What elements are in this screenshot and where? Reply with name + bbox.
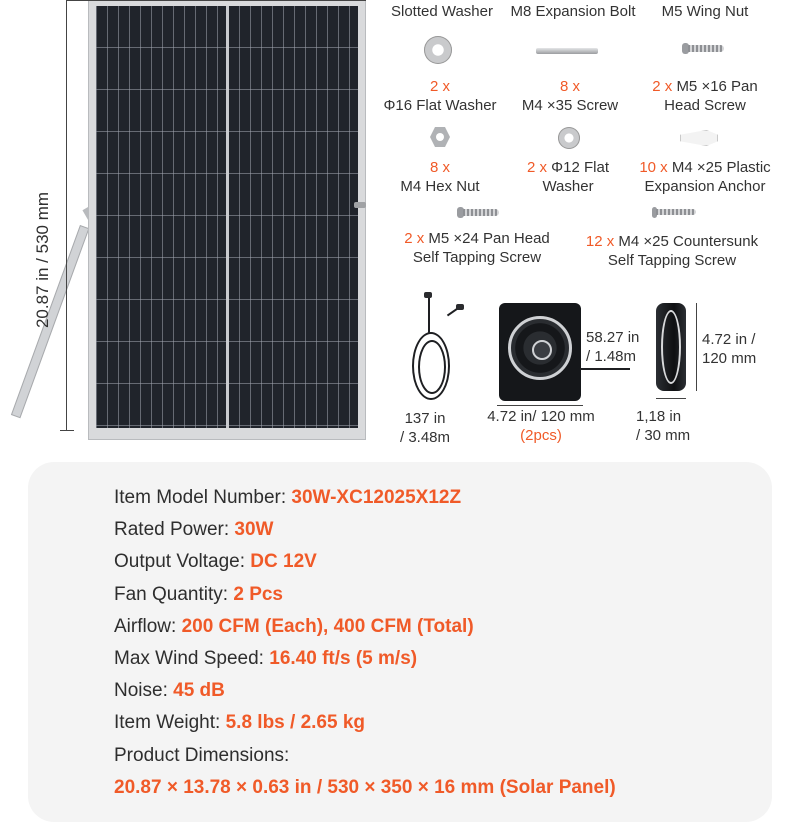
solar-panel-divider: [226, 6, 229, 428]
spec-airflow: Airflow: 200 CFM (Each), 400 CFM (Total): [114, 616, 474, 637]
fan-depth-label: 1,18 in / 30 mm: [636, 408, 691, 444]
hardware-label-countersunk-screw-m4x25: 12 x M4 ×25 Countersunk Self Tapping Screw: [585, 233, 759, 269]
spec-product-dimensions-label: Product Dimensions:: [114, 745, 290, 766]
fan-wire: [580, 368, 630, 370]
fan-height-label: 4.72 in / 120 mm: [702, 331, 757, 367]
cable-connector-a: [424, 292, 432, 298]
panel-height-dimension-line: [66, 0, 67, 430]
spec-product-dimensions-value: 20.87 × 13.78 × 0.63 in / 530 × 350 × 16 mm (Solar Panel): [114, 777, 616, 798]
hardware-label-wing-nut: M5 Wing Nut: [661, 3, 749, 20]
hardware-label-flat-washer-12: 2 x Φ12 Flat Washer: [526, 159, 609, 195]
hardware-label-slotted-washer: Slotted Washer: [391, 3, 493, 20]
panel-width-dimension-line: [66, 0, 366, 1]
hardware-label-screw-m4x35: 8 x M4 ×35 Screw: [521, 78, 619, 114]
hex-nut-m4-icon: [430, 127, 450, 147]
fan-height-dimension-line: [696, 303, 697, 391]
fan-width-label: 4.72 in/ 120 mm (2pcs): [487, 408, 595, 444]
screw-m4x35-icon: [536, 48, 598, 54]
flat-washer-12-icon: [558, 127, 580, 149]
hardware-label-pan-head-screw-m5x16: 2 x M5 ×16 Pan Head Screw: [652, 78, 758, 114]
plastic-expansion-anchor-icon: [680, 130, 718, 146]
flat-washer-16-icon: [424, 36, 452, 64]
spec-max-wind-speed: Max Wind Speed: 16.40 ft/s (5 m/s): [114, 648, 418, 669]
spec-fan-quantity: Fan Quantity: 2 Pcs: [114, 584, 283, 605]
hardware-label-expansion-bolt: M8 Expansion Bolt: [510, 3, 636, 20]
spec-card: [28, 462, 772, 822]
fan-side-ring: [661, 310, 681, 384]
cable-length-label: 137 in / 3.48m: [399, 410, 451, 446]
hardware-label-pan-head-screw-m5x24: 2 x M5 ×24 Pan Head Self Tapping Screw: [404, 230, 550, 266]
panel-height-dimension-tick: [60, 430, 74, 431]
pan-head-screw-m5x24-icon: [463, 209, 499, 216]
panel-height-label: 20.87 in / 530 mm: [33, 191, 52, 329]
spec-model-number: Item Model Number: 30W-XC12025X12Z: [114, 487, 462, 508]
hardware-label-expansion-anchor: 10 x M4 ×25 Plastic Expansion Anchor: [639, 159, 771, 195]
cable-lead-a: [428, 294, 430, 334]
cable-connector-b: [456, 304, 464, 310]
countersunk-screw-m4x25-icon: [656, 209, 696, 215]
panel-side-clip: [354, 202, 366, 208]
fan-width-dimension-line: [497, 405, 583, 406]
spec-item-weight: Item Weight: 5.8 lbs / 2.65 kg: [114, 712, 366, 733]
spec-noise: Noise: 45 dB: [114, 680, 225, 701]
pan-head-screw-m5x16-icon: [688, 45, 724, 52]
spec-rated-power: Rated Power: 30W: [114, 519, 274, 540]
fan-hub-icon: [532, 340, 552, 360]
cable-coil-inner: [418, 340, 446, 394]
fan-depth-dimension-line: [656, 398, 686, 399]
hardware-label-hex-nut-m4: 8 x M4 Hex Nut: [400, 159, 480, 195]
fan-cable-length-label: 58.27 in / 1.48m: [586, 329, 640, 365]
spec-output-voltage: Output Voltage: DC 12V: [114, 551, 317, 572]
hardware-label-flat-washer-16: 2 x Φ16 Flat Washer: [383, 78, 497, 114]
